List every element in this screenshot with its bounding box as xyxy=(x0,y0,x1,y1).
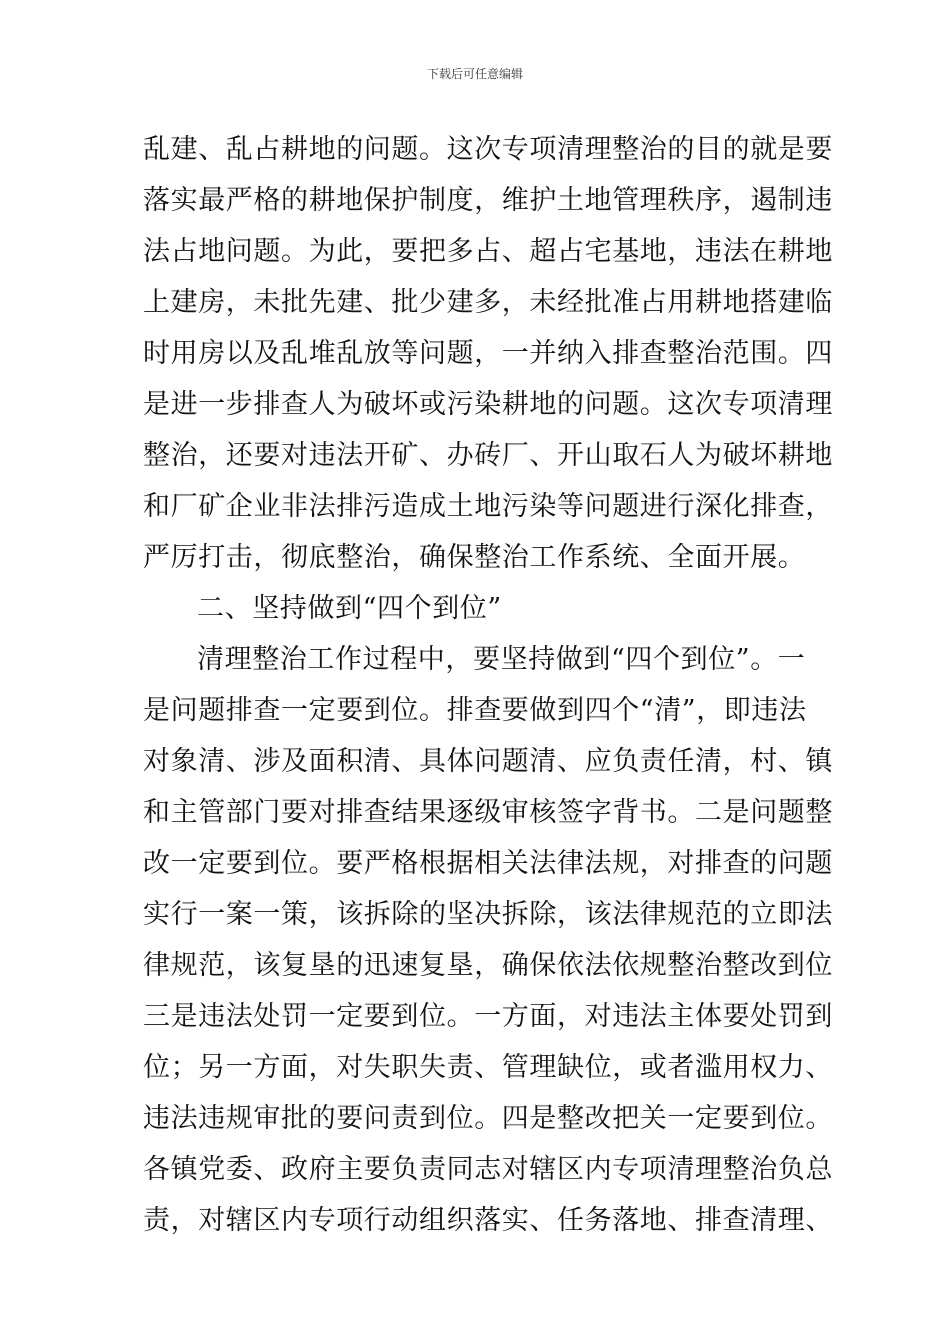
text-line: 上建房，未批先建、批少建多，未经批准占用耕地搭建临 xyxy=(143,287,833,318)
page-header: 下载后可任意编辑 xyxy=(426,67,523,81)
text-line: 责，对辖区内专项行动组织落实、任务落地、排查清理、 xyxy=(143,1205,833,1236)
text-line: 落实最严格的耕地保护制度，维护土地管理秩序，遏制违 xyxy=(143,185,833,216)
text-line: 乱建、乱占耕地的问题。这次专项清理整治的目的就是要 xyxy=(143,134,833,165)
text-line: 改一定要到位。要严格根据相关法律法规，对排查的问题 xyxy=(143,848,833,879)
text-line: 和厂矿企业非法排污造成土地污染等问题进行深化排查， xyxy=(143,491,833,522)
text-line: 位；另一方面，对失职失责、管理缺位，或者滥用权力、 xyxy=(143,1052,833,1083)
text-line: 各镇党委、政府主要负责同志对辖区内专项清理整治负总 xyxy=(143,1154,833,1185)
text-line: 对象清、涉及面积清、具体问题清、应负责任清，村、镇 xyxy=(143,746,833,777)
text-line: 清理整治工作过程中，要坚持做到“四个到位”。一 xyxy=(197,644,806,675)
text-line: 严厉打击，彻底整治，确保整治工作系统、全面开展。 xyxy=(143,542,806,573)
text-line: 违法违规审批的要问责到位。四是整改把关一定要到位。 xyxy=(143,1103,833,1134)
text-line: 整治，还要对违法开矿、办砖厂、开山取石人为破坏耕地 xyxy=(143,440,833,471)
text-line: 实行一案一策，该拆除的坚决拆除，该法律规范的立即法 xyxy=(143,899,833,930)
text-line: 二、坚持做到“四个到位” xyxy=(197,593,502,624)
text-line: 法占地问题。为此，要把多占、超占宅基地，违法在耕地 xyxy=(143,236,833,267)
document-body xyxy=(143,124,833,1246)
text-line: 时用房以及乱堆乱放等问题，一并纳入排查整治范围。四 xyxy=(143,338,833,369)
text-line: 三是违法处罚一定要到位。一方面，对违法主体要处罚到 xyxy=(143,1001,833,1032)
text-line: 律规范，该复垦的迅速复垦，确保依法依规整治整改到位 xyxy=(143,950,833,981)
text-line: 和主管部门要对排查结果逐级审核签字背书。二是问题整 xyxy=(143,797,833,828)
text-line: 是问题排查一定要到位。排查要做到四个“清”，即违法 xyxy=(143,695,807,726)
text-line: 是进一步排查人为破坏或污染耕地的问题。这次专项清理 xyxy=(143,389,833,420)
